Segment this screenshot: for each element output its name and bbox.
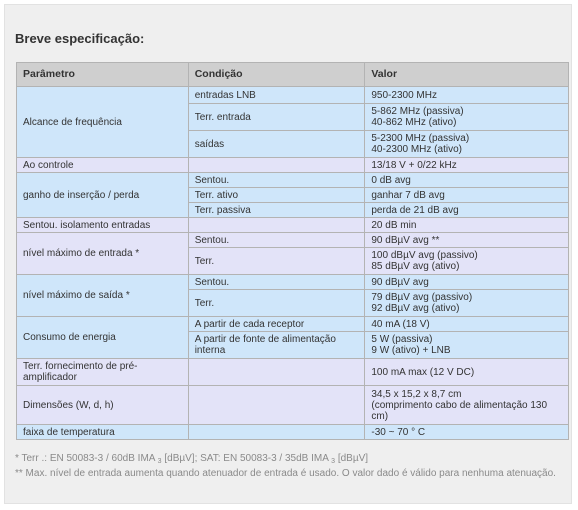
condition-cell	[188, 158, 365, 173]
spec-panel	[4, 4, 572, 504]
spec-table	[16, 62, 569, 440]
column-header-condition: Condição	[188, 63, 365, 87]
table-row	[17, 158, 569, 173]
value-cell: 5-2300 MHz (passiva) 40-2300 MHz (ativo)	[365, 131, 569, 158]
table-row	[17, 275, 569, 290]
condition-cell	[188, 386, 365, 425]
value-cell: 34,5 x 15,2 x 8,7 cm (comprimento cabo de alimentação 130 cm)	[365, 386, 569, 425]
condition-cell	[188, 218, 365, 233]
condition-cell	[188, 359, 365, 386]
column-header-parameter: Parâmetro	[17, 63, 189, 87]
table-row	[17, 359, 569, 386]
param-cell: Alcance de frequência	[17, 87, 189, 158]
condition-cell: Terr. ativo	[188, 188, 365, 203]
value-cell: -30 ~ 70 ° C	[365, 425, 569, 440]
value-cell: 90 dBµV avg **	[365, 233, 569, 248]
value-cell: 20 dB min	[365, 218, 569, 233]
value-cell: 0 dB avg	[365, 173, 569, 188]
param-cell: nível máximo de entrada *	[17, 233, 189, 275]
condition-cell: Sentou.	[188, 275, 365, 290]
value-cell: 13/18 V + 0/22 kHz	[365, 158, 569, 173]
param-cell: Ao controle	[17, 158, 189, 173]
param-cell: Sentou. isolamento entradas	[17, 218, 189, 233]
value-cell: perda de 21 dB avg	[365, 203, 569, 218]
value-cell: 950-2300 MHz	[365, 87, 569, 104]
column-header-value: Valor	[365, 63, 569, 87]
condition-cell: Terr. entrada	[188, 104, 365, 131]
param-cell: ganho de inserção / perda	[17, 173, 189, 218]
table-row	[17, 218, 569, 233]
value-cell: 100 dBµV avg (passivo) 85 dBµV avg (ativo)	[365, 248, 569, 275]
table-row	[17, 87, 569, 104]
param-cell: Dimensões (W, d, h)	[17, 386, 189, 425]
condition-cell: Terr. passiva	[188, 203, 365, 218]
condition-cell: Terr.	[188, 290, 365, 317]
value-cell: 100 mA max (12 V DC)	[365, 359, 569, 386]
condition-cell: saídas	[188, 131, 365, 158]
value-cell: 40 mA (18 V)	[365, 317, 569, 332]
param-cell: faixa de temperatura	[17, 425, 189, 440]
table-row	[17, 173, 569, 188]
condition-cell: entradas LNB	[188, 87, 365, 104]
condition-cell	[188, 425, 365, 440]
condition-cell: A partir de fonte de alimentação interna	[188, 332, 365, 359]
condition-cell: A partir de cada receptor	[188, 317, 365, 332]
condition-cell: Terr.	[188, 248, 365, 275]
value-cell: ganhar 7 dB avg	[365, 188, 569, 203]
table-header-row	[17, 63, 569, 87]
condition-cell: Sentou.	[188, 233, 365, 248]
value-cell: 5 W (passiva) 9 W (ativo) + LNB	[365, 332, 569, 359]
param-cell: Terr. fornecimento de pré-amplificador	[17, 359, 189, 386]
footnote-2: ** Max. nível de entrada aumenta quando atenuador de entrada é usado. O valor dado é válido para nenhuma atenuação.	[15, 468, 556, 479]
table-row	[17, 317, 569, 332]
value-cell: 90 dBµV avg	[365, 275, 569, 290]
param-cell: Consumo de energia	[17, 317, 189, 359]
condition-cell: Sentou.	[188, 173, 365, 188]
value-cell: 79 dBµV avg (passivo) 92 dBµV avg (ativo)	[365, 290, 569, 317]
section-heading: Breve especificação:	[15, 31, 145, 46]
footnote-1: * Terr .: EN 50083-3 / 60dB IMA $_3$ [dBµV]; SAT: EN 50083-3 / 35dB IMA $_3$ [dBµV]	[15, 453, 369, 465]
table-row	[17, 386, 569, 425]
value-cell: 5-862 MHz (passiva) 40-862 MHz (ativo)	[365, 104, 569, 131]
param-cell: nível máximo de saída *	[17, 275, 189, 317]
footnotes	[15, 453, 565, 480]
table-row	[17, 233, 569, 248]
table-row	[17, 425, 569, 440]
